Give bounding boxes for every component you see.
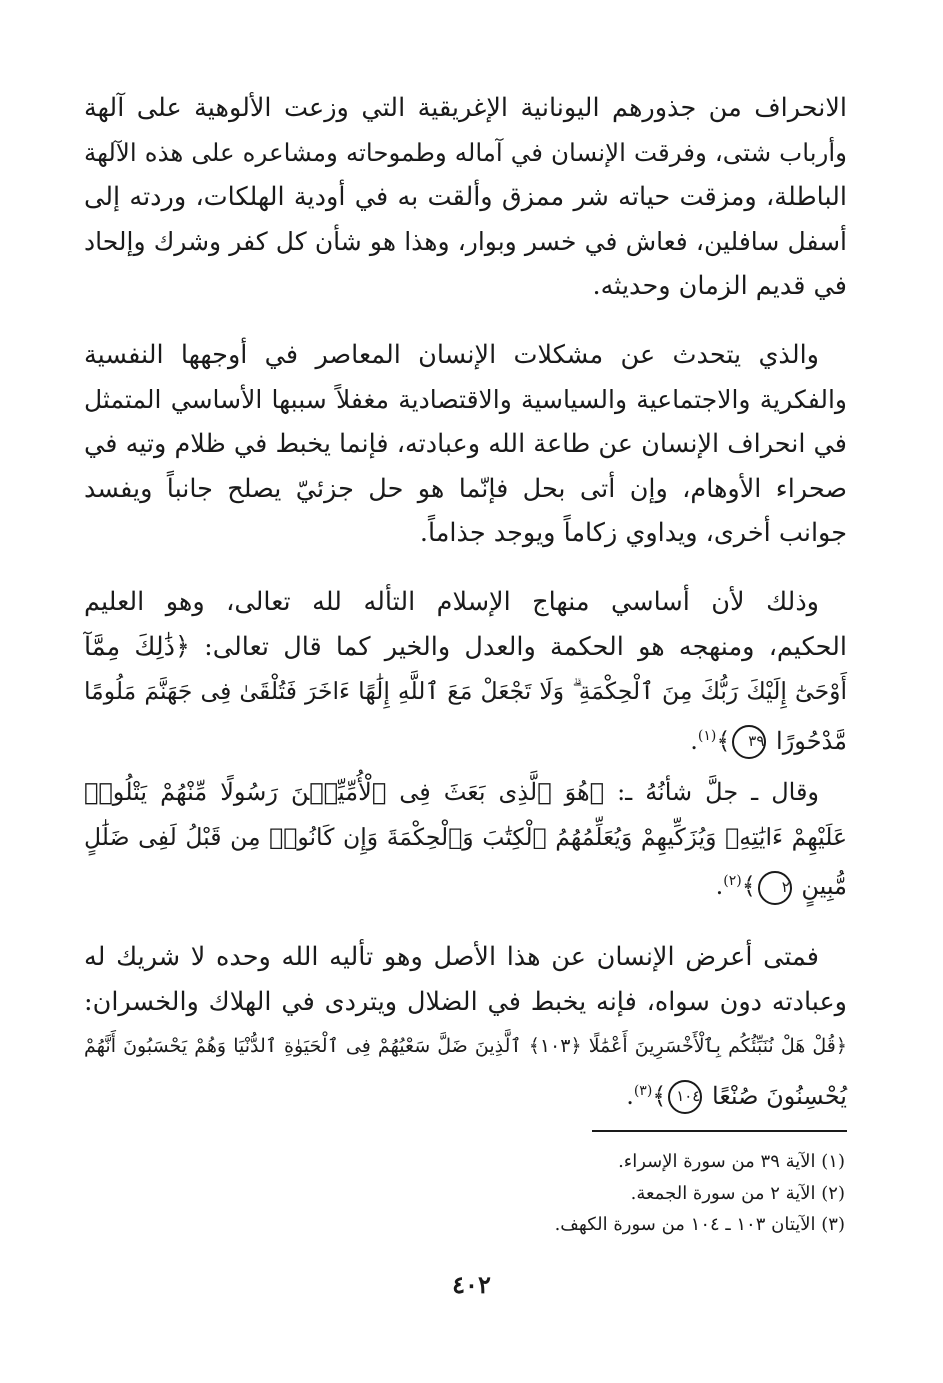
page-number: ٤٠٢	[452, 1270, 491, 1299]
ayah-number-marker: ٣٩	[732, 725, 766, 759]
footnote-item: (١) الآية ٣٩ من سورة الإسراء.	[618, 1151, 845, 1172]
text-line: في انحراف الإنسان عن طاعة الله وعبادته، فإنما يخبط في ظلام وتيه في	[84, 429, 847, 459]
text-line: وذلك لأن أساسي منهاج الإسلام التأله لله تعالى، وهو العليم	[84, 587, 819, 617]
quran-line: أَوْحَىٰٓ إِلَيْكَ رَبُّكَ مِنَ ٱلْحِكْمَةِ ۗ وَلَا تَجْعَلْ مَعَ ٱللَّهِ إِلَٰهًا ءَاخَرَ فَتُلْقَىٰ فِى جَهَنَّمَ مَلُومًا	[84, 677, 847, 705]
quran-line: ﴿قُلْ هَلْ نُنَبِّئُكُم بِٱلْأَخْسَرِينَ أَعْمَٰلًا ﴿١٠٣﴾ ٱلَّذِينَ ضَلَّ سَعْيُهُمْ فِى ٱلْحَيَوٰةِ ٱلدُّنْيَا وَهُمْ يَحْسَبُونَ أَنَّهُمْ	[84, 1035, 847, 1057]
footnote-item: (٣) الآيتان ١٠٣ ـ ١٠٤ من سورة الكهف.	[554, 1214, 845, 1235]
footnote-ref[interactable]: (٣)	[633, 1082, 653, 1099]
text-line: الباطلة، ومزقت حياته شر ممزق وألقت به في أودية الهلكات، وردته إلى	[84, 182, 847, 212]
text-line: والفكرية والاجتماعية والسياسية والاقتصادية مغفلاً سببها الأساسي المتمثل	[84, 384, 847, 414]
footnotes-list	[300, 1146, 845, 1241]
text-line: الانحراف من جذورهم اليونانية الإغريقية التي وزعت الألوهية على آلهة	[84, 93, 847, 123]
text-line: صحراء الأوهام، وإن أتى بحل فإنّما هو حل جزئيّ يصلح جانباً ويفسد	[84, 473, 847, 504]
text-line: الحكيم، ومنهجه هو الحكمة والعدل والخير كما قال تعالى: ﴿ذَٰلِكَ مِمَّآ	[84, 631, 847, 662]
quran-line: عَلَيْهِمْ ءَايَٰتِهِۦ وَيُزَكِّيهِمْ وَيُعَلِّمُهُمُ ٱلْكِتَٰبَ وَٱلْحِكْمَةَ وَإِن كَانُوا۟ مِن قَبْلُ لَفِى ضَلَٰلٍ	[84, 822, 847, 851]
text-line: فمتى أعرض الإنسان عن هذا الأصل وهو تأليه الله وحده لا شريك له	[84, 942, 819, 972]
paragraph-3	[84, 580, 847, 763]
quran-close-bracket: ﴾	[741, 872, 756, 900]
text-line: جوانب أخرى، ويداوي زكاماً ويوجد جذاماً.	[419, 518, 847, 548]
text-line: في قديم الزمان وحديثه.	[592, 271, 847, 301]
text-line: والذي يتحدث عن مشكلات الإنسان المعاصر في أوجهها النفسية	[84, 340, 819, 370]
footnote-separator	[592, 1130, 847, 1132]
quran-text: مُّبِينٍ	[801, 872, 847, 900]
quran-close-bracket: ﴾	[652, 1081, 667, 1110]
ayah-number-marker: ٢	[758, 871, 792, 905]
quran-line-end: مُّبِينٍ ٢﴾$^{(٢)}$.	[84, 859, 847, 909]
paragraph-4	[84, 770, 847, 909]
footnote-ref[interactable]: (٢)	[723, 873, 742, 889]
paragraph-1	[84, 86, 847, 309]
ayah-number-marker: ١٠٤	[668, 1080, 702, 1114]
footnote-item: (٢) الآية ٢ من سورة الجمعة.	[630, 1182, 845, 1204]
paragraph-5	[84, 935, 847, 1118]
footnote-ref[interactable]: (١)	[697, 727, 717, 744]
quran-line-end: مَّدْحُورًا ٣٩﴾$^{(١)}$.	[84, 714, 847, 764]
text-line: أسفل سافلين، فعاش في خسر وبوار، وهذا هو شأن كل كفر وشرك وإلحاد	[84, 226, 847, 256]
quran-line-end: يُحْسِنُونَ صُنْعًا ١٠٤﴾$^{(٣)}$.	[84, 1069, 847, 1119]
text-line: وأرباب شتى، وفرقت الإنسان في آماله وطموحاته ومشاعره على هذه الآلهة	[84, 137, 847, 167]
text-line: وعبادته دون سواه، فإنه يخبط في الضلال ويتردى في الهلاك والخسران:	[84, 986, 847, 1017]
quran-text: مَّدْحُورًا	[776, 726, 847, 755]
quran-close-bracket: ﴾	[716, 726, 731, 755]
quran-line: وقال ـ جلَّ شأنُهُ ـ: ﴿هُوَ ٱلَّذِى بَعَثَ فِى ٱلْأُمِّيِّـۧنَ رَسُولًا مِّنْهُمْ يَتْلُوا۟	[84, 778, 819, 806]
paragraph-2	[84, 333, 847, 556]
quran-text: يُحْسِنُونَ صُنْعًا	[712, 1081, 847, 1110]
